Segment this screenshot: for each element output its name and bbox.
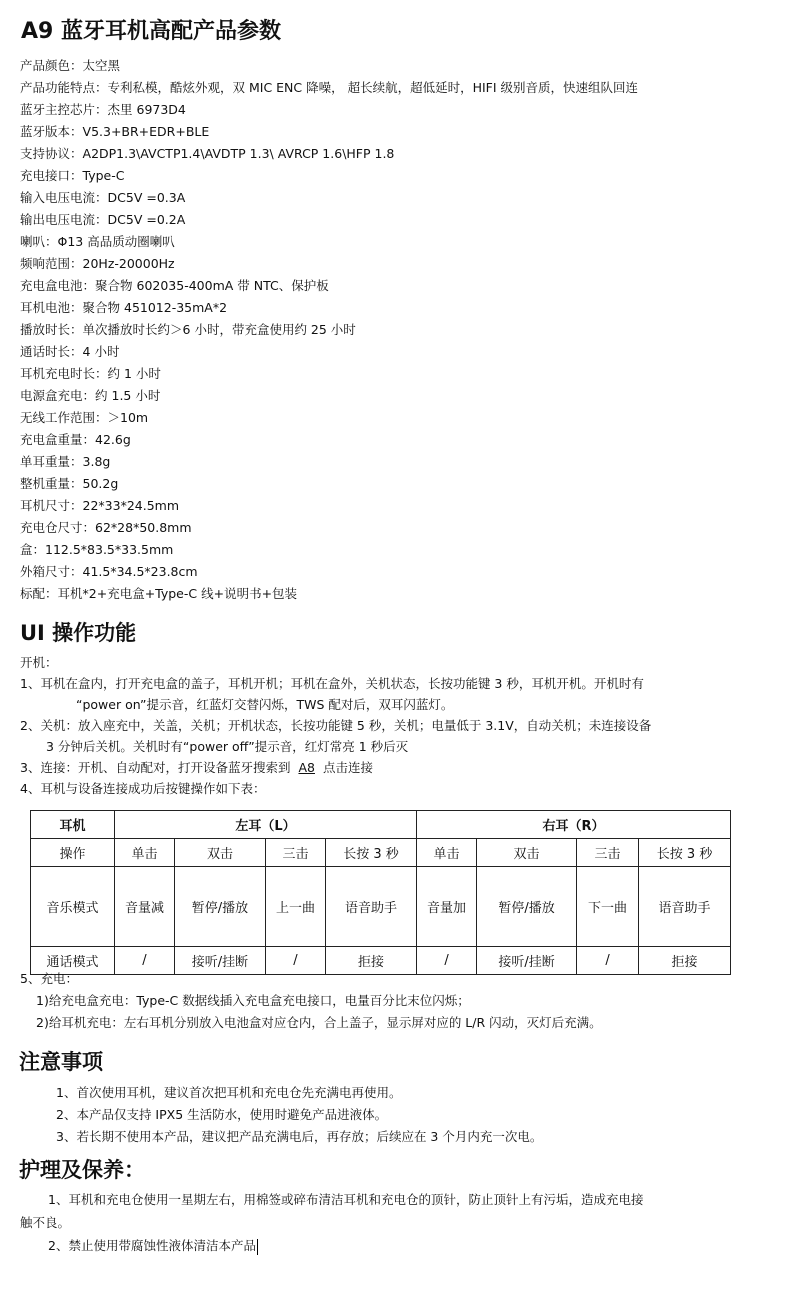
spec-row (20, 187, 780, 209)
table-cell: 单击 (115, 839, 175, 867)
spec-value: 太空黑 (82, 58, 121, 73)
spec-label: 外箱尺寸： (20, 564, 83, 579)
table-cell: 暂停/播放 (477, 867, 577, 947)
spec-label: 耳机充电时长： (20, 366, 108, 381)
spec-value: 112.5*83.5*33.5mm (45, 542, 174, 557)
list-item: 1、首次使用耳机，建议首次把耳机和充电仓先充满电再使用。 (56, 1085, 402, 1100)
spec-row (20, 341, 780, 363)
table-cell: 接听/挂断 (477, 947, 577, 975)
spec-label: 支持协议： (20, 146, 83, 161)
table-cell: / (417, 947, 477, 975)
spec-row (20, 429, 780, 451)
table-cell: / (266, 947, 326, 975)
table-cell: 长按 3 秒 (326, 839, 417, 867)
charge-title: 5、充电： (20, 971, 78, 986)
table-cell: 双击 (477, 839, 577, 867)
care-list (20, 1188, 750, 1257)
spec-value: 22*33*24.5mm (82, 498, 180, 513)
ui-item-4: 4、耳机与设备连接成功后按键操作如下表： (20, 781, 266, 796)
spec-label: 通话时长： (20, 344, 83, 359)
spec-value: A2DP1.3\AVCTP1.4\AVDTP 1.3\ AVRCP 1.6\HFP 1.8 (82, 146, 395, 161)
table-label-music-mode: 音乐模式 (31, 867, 115, 947)
charge-section (20, 968, 780, 1034)
spec-label: 喇叭： (20, 234, 58, 249)
spec-value: 杰里 6973D4 (107, 102, 186, 117)
ui-section-title: UI 操作功能 (20, 621, 137, 645)
spec-value: 42.6g (95, 432, 131, 447)
spec-row (20, 319, 780, 341)
spec-label: 产品功能特点： (20, 80, 108, 95)
notes-section-title: 注意事项 (19, 1050, 103, 1074)
spec-label: 无线工作范围： (20, 410, 108, 425)
table-header-right-ear: 右耳（R） (417, 811, 731, 839)
table-cell: 三击 (577, 839, 639, 867)
spec-row (20, 583, 780, 605)
spec-label: 耳机尺寸： (20, 498, 83, 513)
page-title: A9 蓝牙耳机高配产品参数 (21, 19, 281, 44)
spec-label: 播放时长： (20, 322, 83, 337)
spec-value: ＞10m (107, 410, 149, 425)
notes-list (56, 1082, 756, 1148)
table-cell: 单击 (417, 839, 477, 867)
list-item: 2、本产品仅支持 IPX5 生活防水，使用时避免产品进液体。 (56, 1107, 388, 1122)
charge-line-2: 2)给耳机充电：左右耳机分别放入电池盒对应仓内，合上盖子，显示屏对应的 L/R 闪动，灭灯后充满。 (36, 1015, 602, 1030)
table-row-operations (31, 839, 731, 867)
spec-value: 50.2g (82, 476, 119, 491)
table-cell: / (577, 947, 639, 975)
spec-label: 耳机电池： (20, 300, 83, 315)
table-label-operation: 操作 (31, 839, 115, 867)
spec-value: 约 1.5 小时 (95, 388, 161, 403)
table-cell: 上一曲 (266, 867, 326, 947)
spec-value: 聚合物 602035-400mA 带 NTC、保护板 (95, 278, 329, 293)
table-cell: 暂停/播放 (175, 867, 266, 947)
spec-label: 充电接口： (20, 168, 83, 183)
spec-value: Type-C (82, 168, 125, 183)
table-cell: 接听/挂断 (175, 947, 266, 975)
table-cell: 双击 (175, 839, 266, 867)
spec-value: DC5V =0.3A (107, 190, 186, 205)
table-cell: 语音助手 (326, 867, 417, 947)
ui-item-1-line-2: “power on”提示音，红蓝灯交替闪烁，TWS 配对后，双耳闪蓝灯。 (76, 697, 454, 712)
spec-row (20, 539, 780, 561)
spec-label: 充电仓尺寸： (20, 520, 96, 535)
spec-label: 频响范围： (20, 256, 83, 271)
table-cell: 长按 3 秒 (639, 839, 731, 867)
spec-list (20, 55, 780, 605)
table-header-earphone: 耳机 (31, 811, 115, 839)
spec-label: 产品颜色： (20, 58, 83, 73)
table-header-left-ear: 左耳（L） (115, 811, 417, 839)
spec-row (20, 121, 780, 143)
spec-row (20, 385, 780, 407)
spec-value: 4 小时 (82, 344, 120, 359)
table-cell: 三击 (266, 839, 326, 867)
spec-value: 约 1 小时 (107, 366, 161, 381)
spec-row (20, 561, 780, 583)
care-item-1-line-1: 1、耳机和充电仓使用一星期左右，用棉签或碎布清洁耳机和充电仓的顶针，防止顶针上有污垢，造成充电接 (48, 1192, 644, 1207)
spec-label: 输出电压电流： (20, 212, 108, 227)
text-caret (257, 1239, 258, 1255)
spec-row (20, 473, 780, 495)
ui-section-body (20, 652, 780, 799)
key-operation-table (30, 810, 731, 975)
list-item: 3、若长期不使用本产品，建议把产品充满电后，再存放；后续应在 3 个月内充一次电。 (56, 1129, 543, 1144)
spec-row (20, 451, 780, 473)
spec-label: 蓝牙版本： (20, 124, 83, 139)
spec-row (20, 517, 780, 539)
table-cell: 拒接 (326, 947, 417, 975)
spec-row (20, 55, 780, 77)
spec-row (20, 495, 780, 517)
table-header-row (31, 811, 731, 839)
spec-row (20, 275, 780, 297)
table-cell: 语音助手 (639, 867, 731, 947)
ui-item-3-prefix: 3、连接：开机、自动配对，打开设备蓝牙搜索到 (20, 760, 291, 775)
ui-item-2-line-2: 3 分钟后关机。关机时有“power off”提示音，红灯常亮 1 秒后灭 (46, 739, 409, 754)
spec-label: 标配： (20, 586, 58, 601)
ui-item-2-line-1: 2、关机：放入座充中，关盖，关机；开机状态，长按功能键 5 秒，关机；电量低于 3.1V，自动关机；未连接设备 (20, 718, 652, 733)
spec-label: 充电盒电池： (20, 278, 96, 293)
table-row-music (31, 867, 731, 947)
spec-label: 盒： (20, 542, 46, 557)
spec-row (20, 297, 780, 319)
spec-value: 耳机*2+充电盒+Type-C 线+说明书+包装 (57, 586, 298, 601)
spec-label: 输入电压电流： (20, 190, 108, 205)
table-cell: 音量减 (115, 867, 175, 947)
spec-label: 单耳重量： (20, 454, 83, 469)
spec-value: 20Hz-20000Hz (82, 256, 175, 271)
table-cell: 下一曲 (577, 867, 639, 947)
spec-row (20, 165, 780, 187)
spec-value: 聚合物 451012-35mA*2 (82, 300, 228, 315)
spec-value: DC5V =0.2A (107, 212, 186, 227)
spec-value: V5.3+BR+EDR+BLE (82, 124, 210, 139)
ui-item-1-line-1: 1、耳机在盒内，打开充电盒的盖子，耳机开机；耳机在盒外，关机状态，长按功能键 3 秒，耳机开机。开机时有 (20, 676, 644, 691)
power-on-label: 开机： (20, 655, 58, 670)
spec-row (20, 77, 780, 99)
charge-line-1: 1)给充电盒充电：Type-C 数据线插入充电盒充电接口，电量百分比末位闪烁； (36, 993, 470, 1008)
spec-row (20, 363, 780, 385)
spec-row (20, 407, 780, 429)
spec-row (20, 143, 780, 165)
spec-row (20, 209, 780, 231)
ui-item-3-device: A8 (298, 760, 315, 775)
table-cell: 拒接 (639, 947, 731, 975)
spec-value: Φ13 高品质动圈喇叭 (57, 234, 175, 249)
spec-row (20, 231, 780, 253)
care-item-2-text: 2、禁止使用带腐蚀性液体清洁本产品 (48, 1238, 256, 1253)
spec-value: 3.8g (82, 454, 111, 469)
care-section-title: 护理及保养： (19, 1158, 145, 1182)
spec-value: 专利私模，酷炫外观，双 MIC ENC 降噪， 超长续航，超低延时，HIFI 级别音质，快速组队回连 (107, 80, 639, 95)
spec-label: 蓝牙主控芯片： (20, 102, 108, 117)
table-cell: 音量加 (417, 867, 477, 947)
spec-row (20, 253, 780, 275)
spec-value: 62*28*50.8mm (95, 520, 192, 535)
ui-item-3 (20, 757, 780, 778)
table-label-call-mode: 通话模式 (31, 947, 115, 975)
spec-label: 电源盒充电： (20, 388, 96, 403)
ui-item-3-suffix: 点击连接 (322, 760, 373, 775)
spec-label: 整机重量： (20, 476, 83, 491)
care-item-2[interactable] (20, 1234, 750, 1257)
spec-row (20, 99, 780, 121)
spec-label: 充电盒重量： (20, 432, 96, 447)
spec-value: 41.5*34.5*23.8cm (82, 564, 198, 579)
care-item-1-line-2: 触不良。 (20, 1215, 71, 1230)
spec-value: 单次播放时长约＞6 小时，带充盒使用约 25 小时 (82, 322, 356, 337)
table-cell: / (115, 947, 175, 975)
